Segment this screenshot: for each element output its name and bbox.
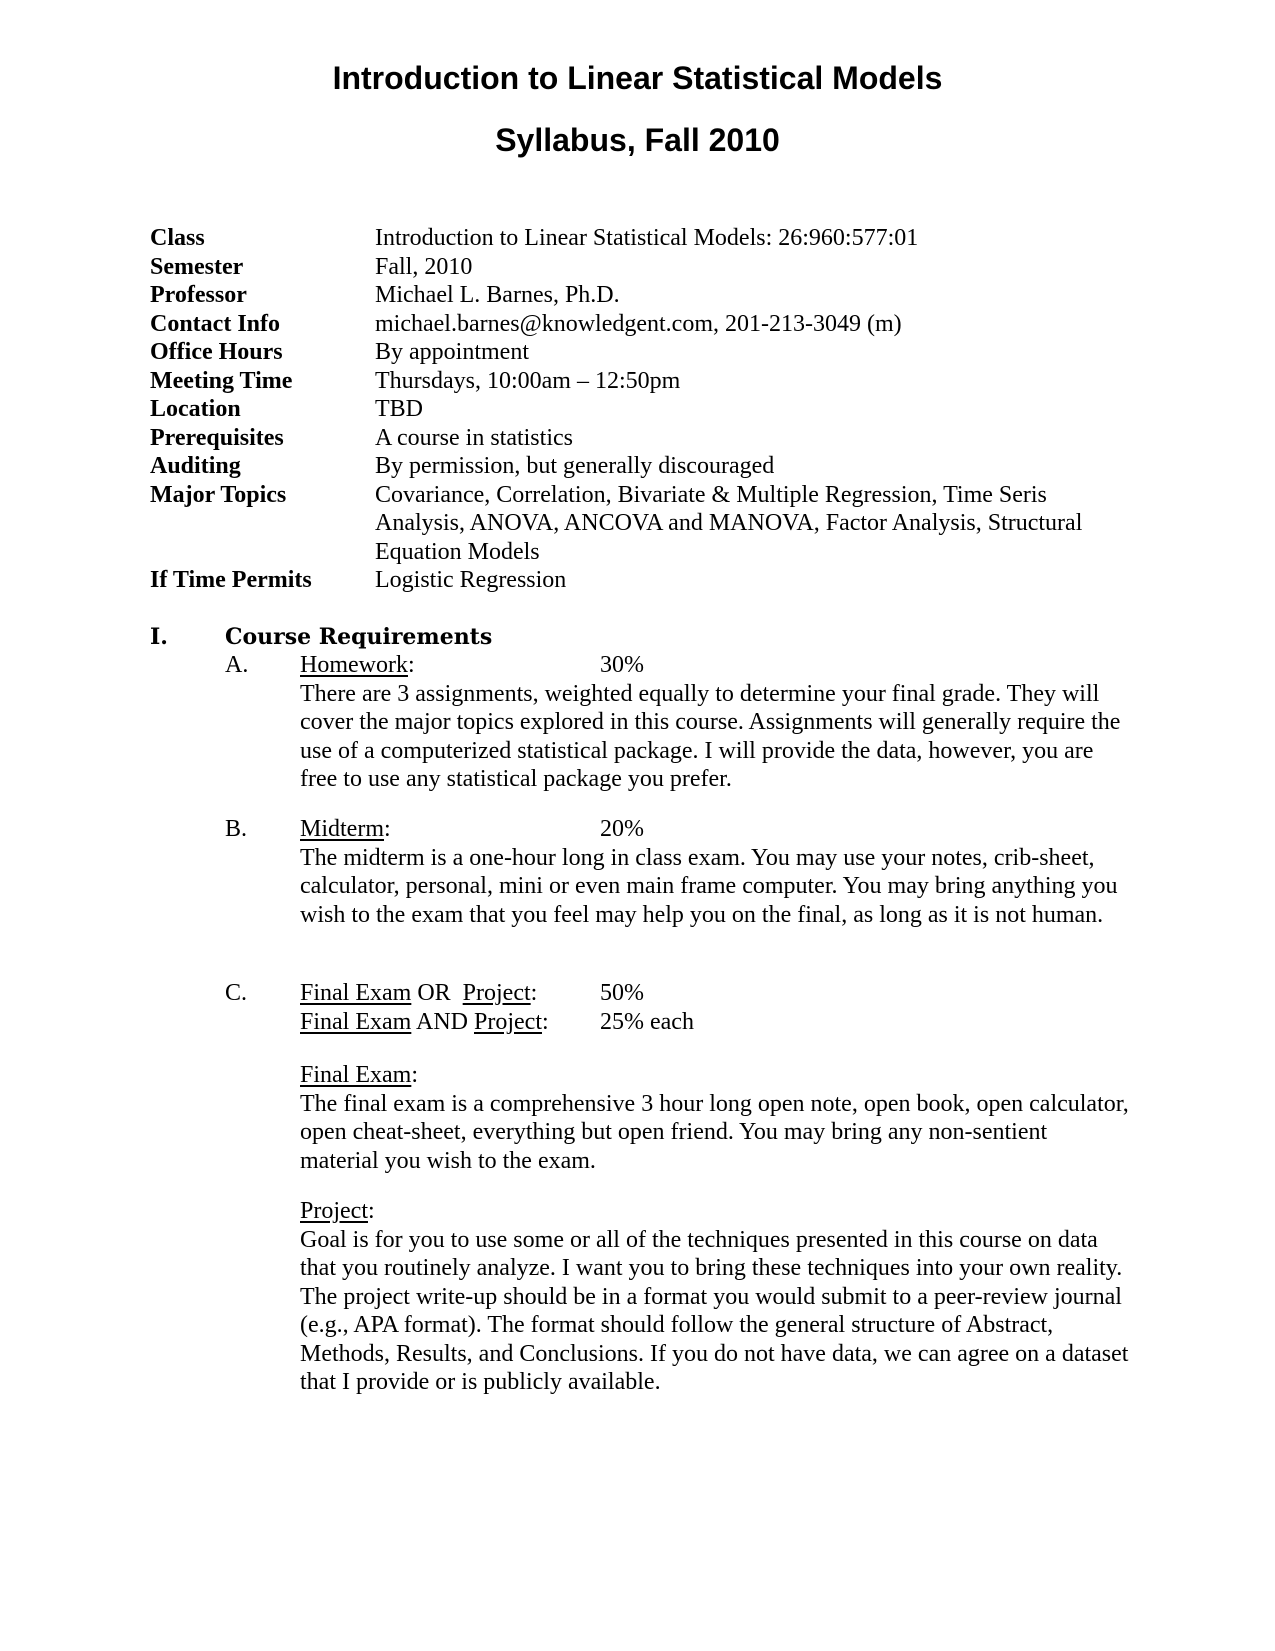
- option-colon: :: [530, 980, 538, 1006]
- info-row-location: [150, 395, 1110, 424]
- project-heading: [300, 1197, 1130, 1226]
- info-row-major-topics: [150, 481, 1110, 567]
- info-label: Major Topics: [150, 481, 287, 508]
- option-join: OR: [411, 980, 463, 1006]
- document-subtitle: Syllabus, Fall 2010: [495, 122, 780, 158]
- info-label: Prerequisites: [150, 424, 284, 451]
- info-row-professor: [150, 281, 1110, 310]
- midterm-label: Midterm: [300, 816, 384, 842]
- info-label: Semester: [150, 253, 244, 280]
- info-value: Introduction to Linear Statistical Models: 26:960:577:01: [375, 225, 919, 251]
- project-label: Project: [474, 1008, 542, 1035]
- info-label: Class: [150, 225, 205, 251]
- info-value: michael.barnes@knowledgent.com, 201-213-3049 (m): [375, 310, 902, 337]
- homework-block: [300, 651, 1130, 794]
- midterm-heading: [300, 815, 1130, 844]
- info-value: By appointment: [375, 339, 529, 365]
- midterm-description: The midterm is a one-hour long in class exam. You may use your notes, crib-sheet, calculator, personal, mini or even main frame computer. You may bring anything you wish to the exam that you feel may help you on the final, as long as it is not human.: [300, 844, 1118, 928]
- info-label: Auditing: [150, 453, 241, 479]
- info-label: If Time Permits: [150, 567, 312, 593]
- project-description: Goal is for you to use some or all of the techniques presented in this course on data that you routinely analyze. I want you to bring these techniques into your own reality. The project write-up should be in a format you would submit to a peer-review journal (e.g., APA format). The format should follow the general structure of Abstract, Methods, Results, and Conclusions. If you do not have data, we can agree on a dataset that I provide or is publicly available.: [300, 1226, 1129, 1395]
- homework-heading: [300, 651, 1130, 680]
- document-title: Introduction to Linear Statistical Models: [332, 60, 943, 96]
- final-options-block: [300, 979, 1130, 1036]
- final-exam-heading: [300, 1061, 1130, 1090]
- info-row-semester: [150, 253, 1110, 282]
- info-row-class: [150, 224, 1110, 253]
- midterm-colon: :: [384, 816, 391, 842]
- info-row-auditing: [150, 452, 1110, 481]
- info-label: Professor: [150, 282, 247, 308]
- info-value: By permission, but generally discouraged: [375, 453, 775, 479]
- info-value: Thursdays, 10:00am – 12:50pm: [375, 367, 681, 394]
- info-label: Contact Info: [150, 310, 280, 337]
- item-letter-b: B.: [225, 816, 248, 842]
- info-label: Location: [150, 396, 241, 422]
- info-value: A course in statistics: [375, 424, 573, 451]
- final-exam-description: The final exam is a comprehensive 3 hour long open note, open book, open calculator, open cheat-sheet, everything but open friend. You may bring any non-sentient material you wish to the exam.: [300, 1090, 1129, 1174]
- info-row-if-time-permits: [150, 566, 1110, 595]
- final-exam-label: Final Exam: [300, 1008, 412, 1035]
- final-exam-colon: :: [411, 1062, 418, 1088]
- project-colon: :: [367, 1198, 375, 1224]
- info-value: Michael L. Barnes, Ph.D.: [375, 282, 620, 308]
- homework-colon: :: [407, 652, 415, 678]
- final-exam-label: Final Exam: [300, 980, 412, 1006]
- midterm-weight: 20%: [600, 816, 644, 842]
- option-colon: :: [541, 1008, 549, 1035]
- project-block: [300, 1197, 1130, 1397]
- section-number: I.: [150, 624, 168, 650]
- final-exam-heading-label: Final Exam: [300, 1062, 412, 1088]
- section-heading: [150, 623, 492, 651]
- homework-label: Homework: [300, 652, 408, 678]
- info-row-office-hours: [150, 338, 1110, 367]
- option-weight: 25% each: [600, 1008, 694, 1035]
- final-exam-block: [300, 1061, 1130, 1175]
- section-title: Course Requirements: [225, 624, 493, 650]
- info-value: TBD: [375, 396, 423, 422]
- info-row-prerequisites: [150, 424, 1110, 453]
- info-value: Fall, 2010: [375, 253, 473, 280]
- project-label: Project: [462, 980, 531, 1006]
- option-final-and-project: [300, 1008, 1130, 1037]
- info-row-contact-info: [150, 310, 1110, 339]
- homework-description: There are 3 assignments, weighted equally to determine your final grade. They will cover the major topics explored in this course. Assignments will generally require the use of a computerized statistical package. I will provide the data, however, you are free to use any statistical package you prefer.: [300, 680, 1121, 792]
- midterm-block: [300, 815, 1130, 929]
- info-row-meeting-time: [150, 367, 1110, 396]
- homework-weight: 30%: [600, 652, 644, 678]
- info-label: Office Hours: [150, 339, 283, 365]
- info-value: Covariance, Correlation, Bivariate & Multiple Regression, Time Seris Analysis, ANOVA, ANCOVA and MANOVA, Factor Analysis, Structural Equation Models: [375, 481, 1083, 565]
- info-label: Meeting Time: [150, 367, 293, 394]
- item-letter-c: C.: [225, 980, 248, 1006]
- project-heading-label: Project: [300, 1198, 368, 1224]
- course-info-table: [150, 224, 1110, 595]
- item-letter-a: A.: [225, 652, 249, 678]
- option-final-or-project: [300, 979, 1130, 1008]
- option-join: AND: [411, 1008, 474, 1035]
- info-value: Logistic Regression: [375, 567, 567, 593]
- option-weight: 50%: [600, 980, 644, 1006]
